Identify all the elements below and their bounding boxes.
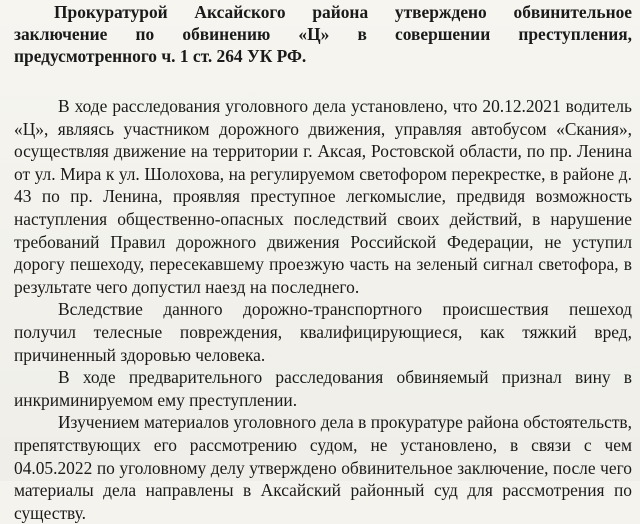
document-heading: Прокуратурой Аксайского района утверждено обвинительное заключение по обвинению «Ц» в совершении преступления, предусмотренного ч. 1 ст. 264 УК РФ. — [14, 2, 632, 66]
paragraph-admission: В ходе предварительного расследования обвиняемый признал вину в инкриминируемом ему преступлении. — [14, 367, 632, 410]
paragraph-investigation: В ходе расследования уголовного дела установлено, что 20.12.2021 водитель «Ц», являясь участником дорожного движения, управляя автобусом «Скания», осуществляя движение на территории г. Аксая, Ростовской области, по пр. Ленина от ул. Мира к ул. Шолохова, на регулируемом светофором перекрестке, в районе д. 43 по пр. Ленина, проявляя преступное легкомыслие, предвидя возможность наступления общественно-опасных последствий своих действий, в нарушение требований Правил дорожного движения Российской Федерации, не уступил дорогу пешеходу, пересекавшему проезжую часть на зеленый сигнал светофора, в результате чего допустил наезд на последнего. — [14, 96, 632, 297]
paragraph-consequences: Вследствие данного дорожно-транспортного происшествия пешеход получил телесные повреждения, квалифицирующиеся, как тяжкий вред, причиненный здоровью человека. — [14, 299, 632, 365]
spacer — [14, 67, 632, 95]
paragraph-conclusion: Изучением материалов уголовного дела в прокуратуре района обстоятельств, препятствующих его рассмотрению судом, не установлено, в связи с чем 04.05.2022 по уголовному делу утверждено обвинительное заключение, после чего материалы дела направлены в Аксайский районный суд для рассмотрения по существу. — [14, 412, 632, 523]
